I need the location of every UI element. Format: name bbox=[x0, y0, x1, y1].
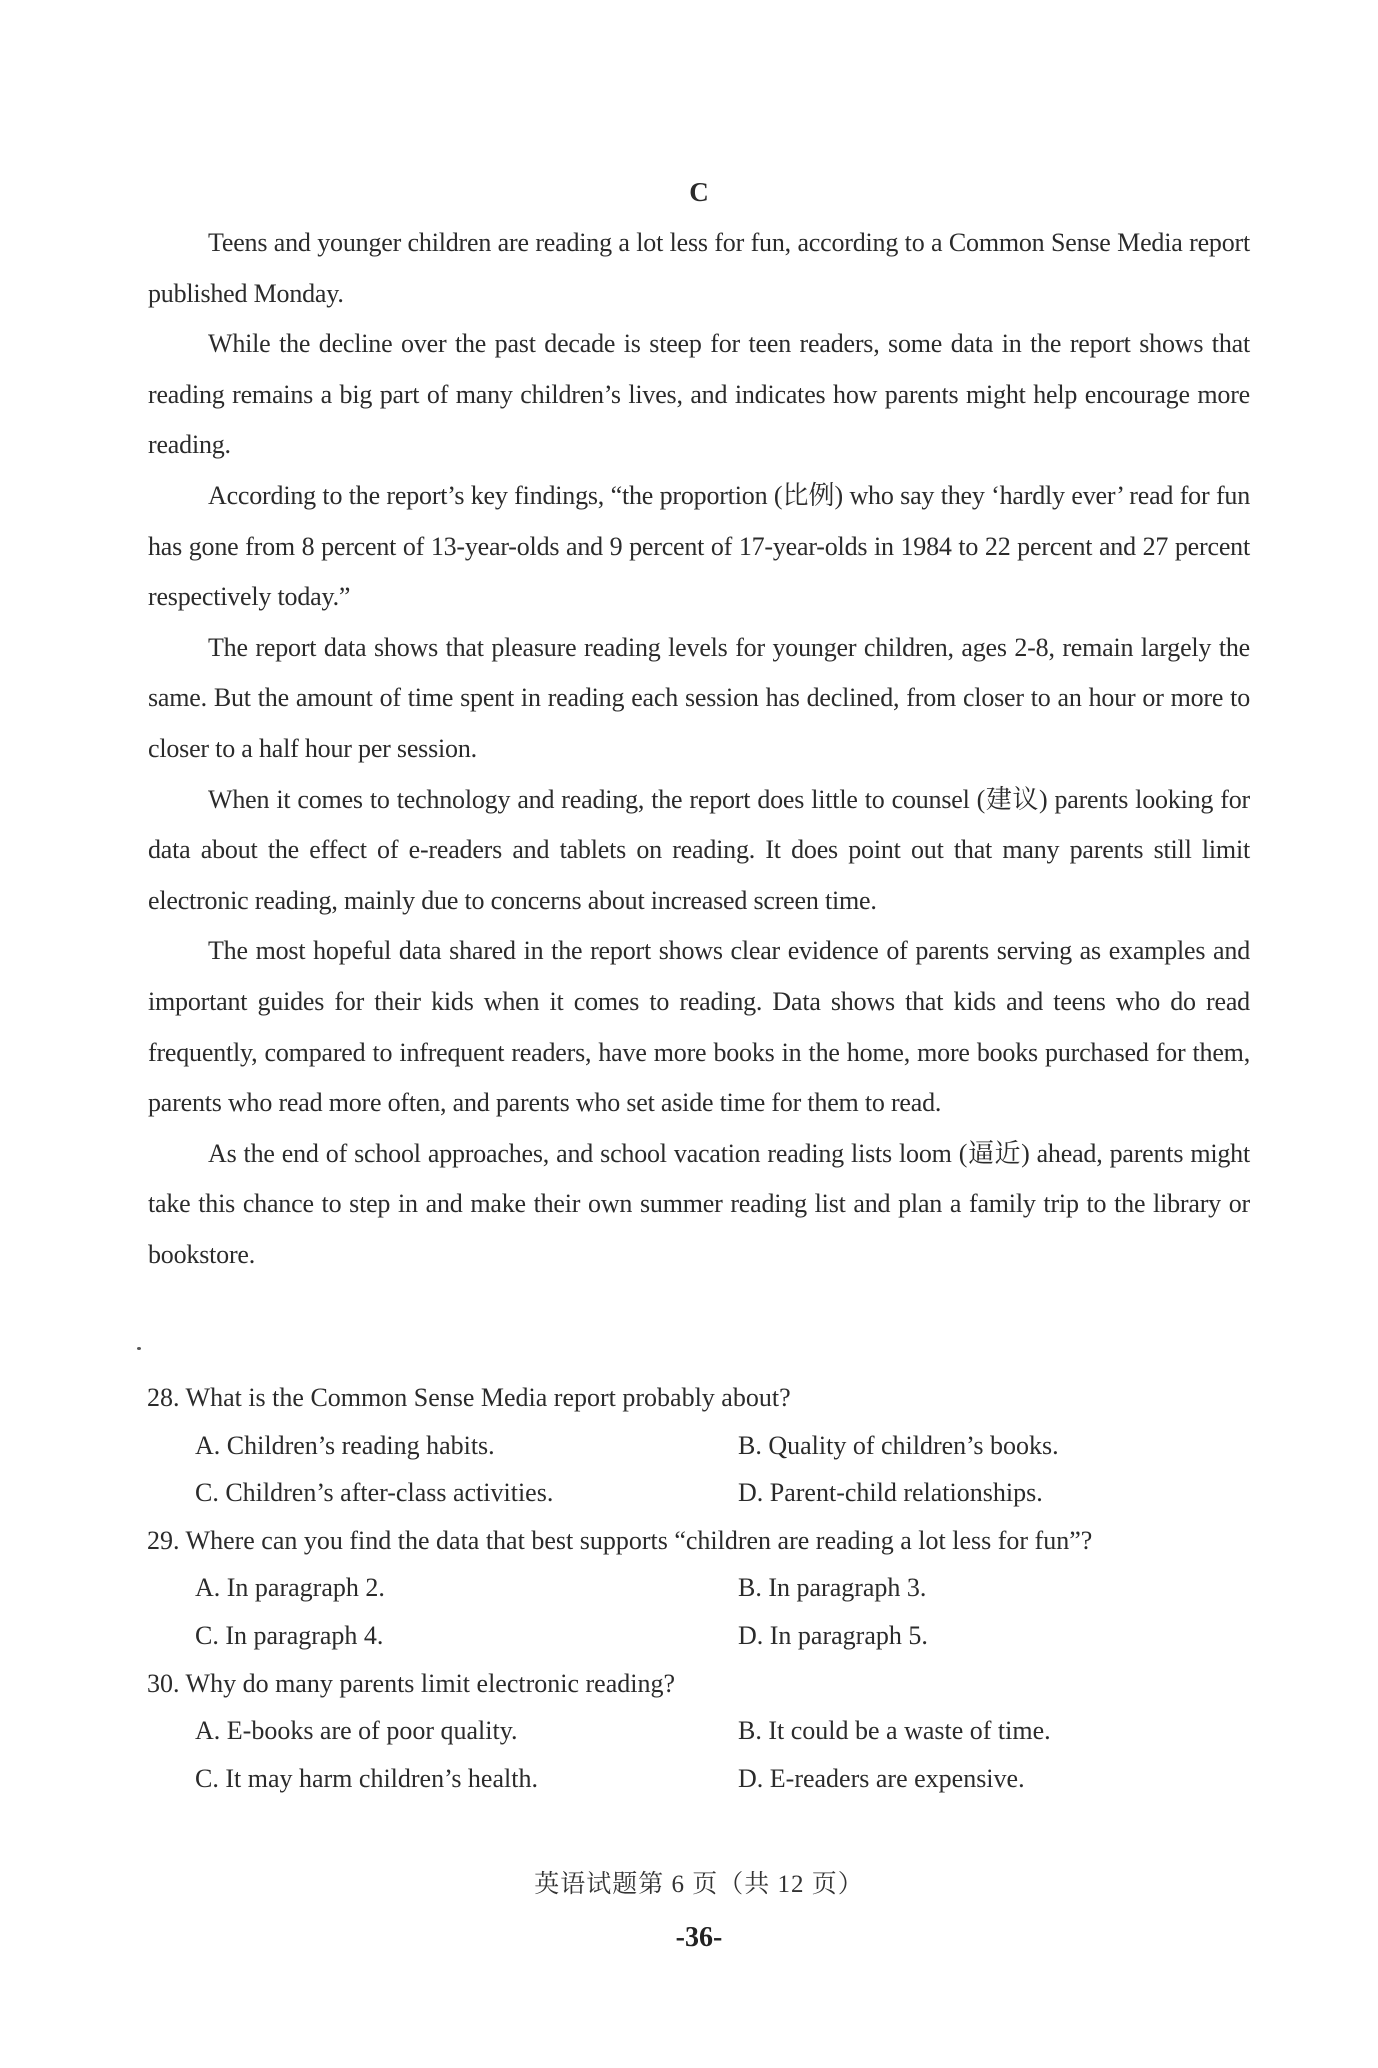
question-28 bbox=[147, 1374, 1257, 1517]
option-c: C. It may harm children’s health. bbox=[195, 1763, 538, 1793]
option-a: A. E-books are of poor quality. bbox=[195, 1716, 518, 1746]
passage-paragraph-5: When it comes to technology and reading, the report does little to counsel (建议) parents looking for data about the effect of e-readers and tablets on reading. It does point out that many parents still limit electronic reading, mainly due to concerns about increased screen time. bbox=[148, 784, 1250, 915]
option-b: B. It could be a waste of time. bbox=[738, 1716, 1051, 1746]
reading-passage bbox=[148, 218, 1250, 1280]
option-row bbox=[147, 1422, 1257, 1470]
option-row bbox=[147, 1612, 1257, 1660]
option-b: B. Quality of children’s books. bbox=[738, 1430, 1059, 1460]
question-list bbox=[147, 1374, 1257, 1802]
question-stem: 29. Where can you find the data that best supports “children are reading a lot less for fun”? bbox=[147, 1525, 1093, 1555]
passage-paragraph-3: According to the report’s key findings, “the proportion (比例) who say they ‘hardly ever’ read for fun has gone from 8 percent of 13-year-olds and 9 percent of 17-year-olds in 1984 to 22 percent and 27 percent respectively today.” bbox=[148, 480, 1250, 612]
option-d: D. E-readers are expensive. bbox=[738, 1763, 1025, 1793]
question-30 bbox=[147, 1660, 1257, 1803]
passage-paragraph-6: The most hopeful data shared in the report shows clear evidence of parents serving as examples and important guides for their kids when it comes to reading. Data shows that kids and teens who do read frequently, compared to infrequent readers, have more books in the home, more books purchased for them, parents who read more often, and parents who set aside time for them to read. bbox=[148, 936, 1250, 1118]
option-b: B. In paragraph 3. bbox=[738, 1573, 927, 1603]
option-d: D. In paragraph 5. bbox=[738, 1620, 928, 1650]
page-number: -36- bbox=[675, 1922, 723, 1953]
question-stem: 30. Why do many parents limit electronic reading? bbox=[147, 1668, 676, 1698]
option-d: D. Parent-child relationships. bbox=[738, 1478, 1043, 1508]
option-a: A. In paragraph 2. bbox=[195, 1573, 385, 1603]
passage-paragraph-7: As the end of school approaches, and school vacation reading lists loom (逼近) ahead, parents might take this chance to step in and make their own summer reading list and plan a family trip to the library or bookstore. bbox=[148, 1138, 1250, 1269]
section-heading: C bbox=[689, 177, 709, 207]
question-stem: 28. What is the Common Sense Media report probably about? bbox=[147, 1383, 791, 1412]
question-29 bbox=[147, 1517, 1257, 1660]
passage-paragraph-1: Teens and younger children are reading a lot less for fun, according to a Common Sense Media report published Monday. bbox=[148, 228, 1250, 308]
option-row bbox=[147, 1707, 1257, 1755]
option-row bbox=[147, 1755, 1257, 1803]
option-a: A. Children’s reading habits. bbox=[195, 1430, 495, 1460]
option-row bbox=[147, 1469, 1257, 1517]
passage-paragraph-2: While the decline over the past decade is steep for teen readers, some data in the report shows that reading remains a big part of many children’s lives, and indicates how parents might help encourage more reading. bbox=[148, 329, 1250, 460]
passage-paragraph-4: The report data shows that pleasure reading levels for younger children, ages 2-8, remain largely the same. But the amount of time spent in reading each session has declined, from closer to an hour or more to closer to a half hour per session. bbox=[148, 632, 1250, 763]
option-c: C. Children’s after-class activities. bbox=[195, 1478, 554, 1508]
scan-speck bbox=[137, 1347, 141, 1350]
option-row bbox=[147, 1564, 1257, 1612]
option-c: C. In paragraph 4. bbox=[195, 1620, 384, 1650]
page-info-footer: 英语试题第 6 页（共 12 页） bbox=[534, 1871, 864, 1898]
